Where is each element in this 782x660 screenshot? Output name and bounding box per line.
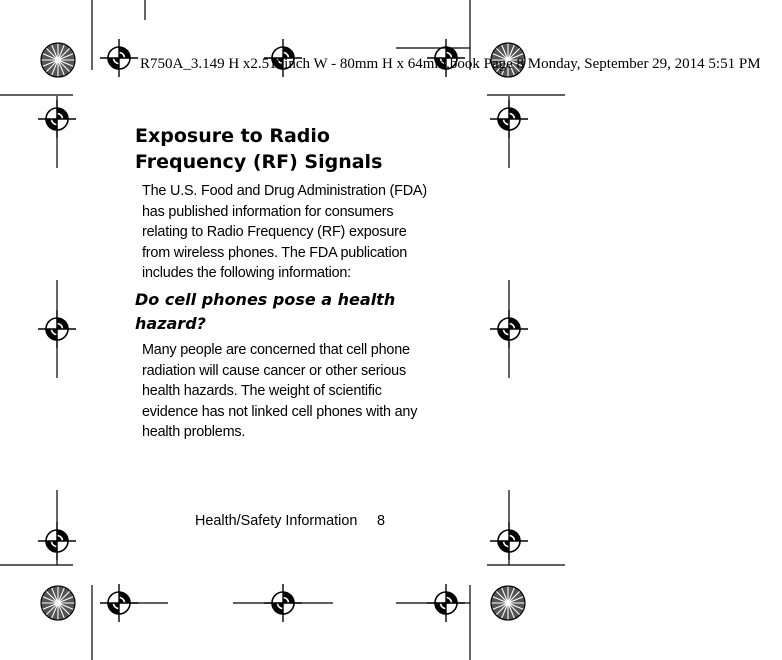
page-number: 8 [377,513,386,529]
section-heading: Exposure to Radio Frequency (RF) Signals [135,125,383,173]
footer-title: Health/Safety Information [195,513,358,529]
question-heading: Do cell phones pose a health hazard? [135,290,396,333]
intro-paragraph: The U.S. Food and Drug Administration (FDA) has published information for consumers relating to Radio Frequency (RF) exposure from wireless phones. The FDA publication includes the following information: [142,183,427,281]
print-slug-line: R750A_3.149 H x2.519inch W - 80mm H x 64mm.book Page 8 Monday, September 29, 2014 5:51 PM [140,56,761,72]
answer-paragraph: Many people are concerned that cell phone radiation will cause cancer or other serious health hazards. The weight of scientific evidence has not linked cell phones with any health problems. [142,342,418,440]
